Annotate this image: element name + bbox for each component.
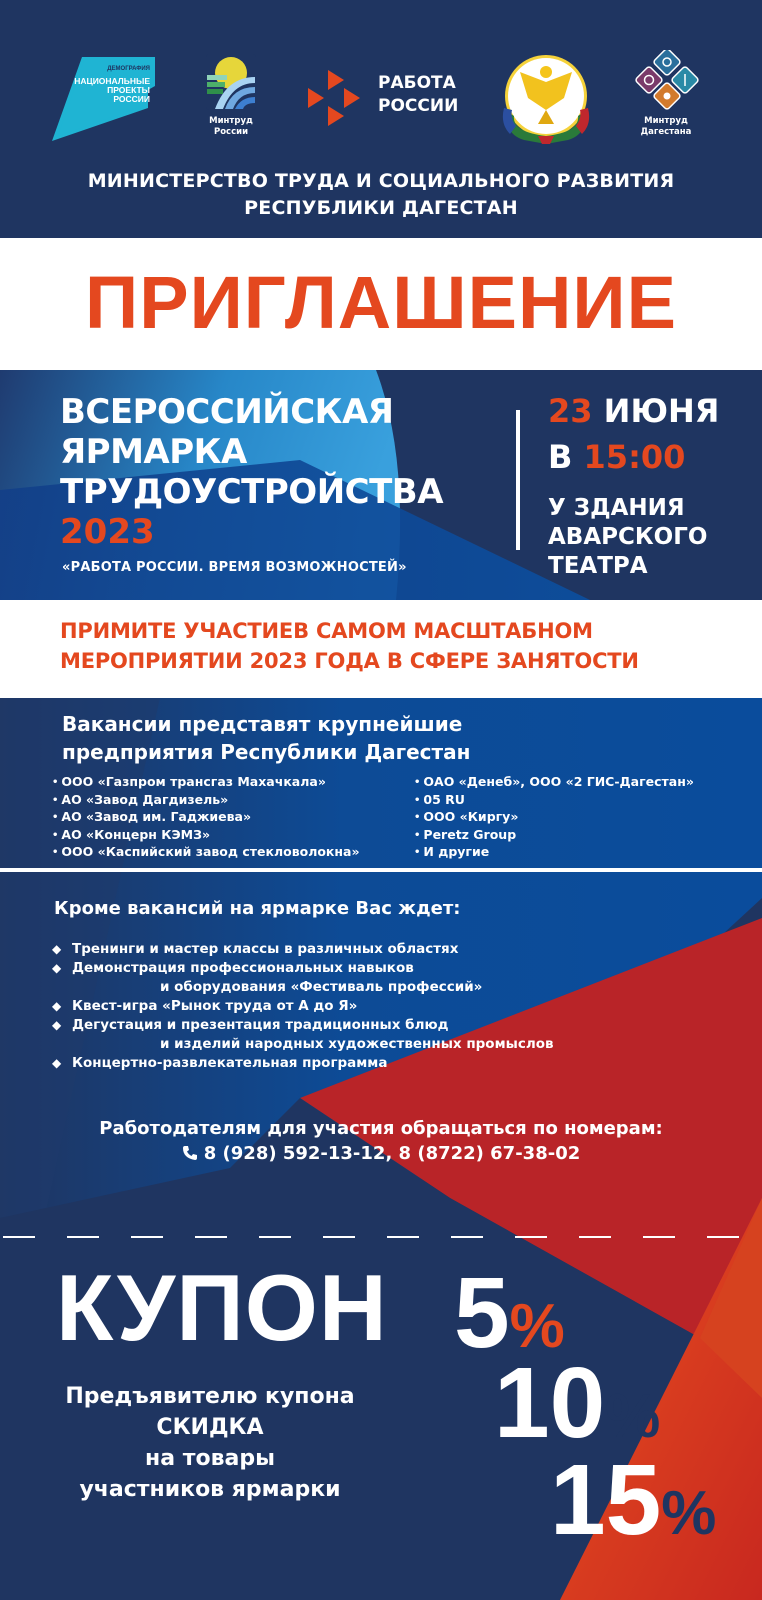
header	[0, 0, 762, 238]
coupon-title: КУПОН	[56, 1255, 388, 1360]
dagestan-emblem	[500, 54, 592, 146]
event-banner	[0, 370, 762, 600]
diamond-bullet-icon: ◆	[52, 1018, 62, 1032]
contacts-heading: Работодателям для участия обращаться по номерам:	[99, 1118, 663, 1139]
coupon-cut-line	[0, 1236, 762, 1238]
invitation-banner	[0, 238, 762, 370]
phone-icon	[182, 1145, 198, 1161]
national-projects-text: ДЕМОГРАФИЯ НАЦИОНАЛЬНЫЕ ПРОЕКТЫ РОССИИ	[74, 66, 150, 104]
list-item: • 05 RU	[414, 792, 694, 810]
list-item: ◆ Демонстрация профессиональных навыков и оборудования «Фестиваль профессий»	[52, 960, 483, 995]
mintrud-dagestan-diamonds-icon	[631, 50, 701, 110]
event-divider	[516, 410, 520, 550]
vacancies-list-right	[414, 774, 694, 862]
event-slogan: «РАБОТА РОССИИ. ВРЕМЯ ВОЗМОЖНОСТЕЙ»	[62, 560, 407, 575]
section-divider	[0, 868, 762, 872]
event-time: В 15:00	[548, 438, 686, 476]
sun-fields-icon	[205, 53, 257, 111]
list-item: • ООО «Каспийский завод стекловолокна»	[52, 844, 360, 862]
mintrud-russia-logo: Минтруд России	[205, 53, 257, 145]
discount-5: 5%	[454, 1257, 565, 1369]
rabota-rossii-logo	[306, 68, 466, 128]
list-item: ◆ Концертно-развлекательная программа	[52, 1055, 388, 1071]
extras-heading: Кроме вакансий на ярмарке Вас ждет:	[54, 898, 461, 919]
coupon-description: Предъявителю купона СКИДКА на товары участников ярмарки	[65, 1384, 355, 1502]
list-item: • ООО «Газпром трансгаз Махачкала»	[52, 774, 360, 792]
vacancies-list-left	[52, 774, 360, 862]
list-item: • ОАО «Денеб», ООО «2 ГИС-Дагестан»	[414, 774, 694, 792]
list-item: • ООО «Киргу»	[414, 809, 694, 827]
contacts-phones: 8 (928) 592-13-12, 8 (8722) 67-38-02	[0, 1143, 762, 1164]
diamond-bullet-icon: ◆	[52, 1056, 62, 1070]
rabota-rossii-arrows-icon	[306, 68, 362, 128]
list-item: ◆ Дегустация и презентация традиционных блюд и изделий народных художественных промыслов	[52, 1017, 554, 1052]
event-place: У ЗДАНИЯ АВАРСКОГО ТЕАТРА	[548, 495, 708, 579]
mintrud-dagestan-logo: Минтруд Дагестана	[628, 50, 704, 146]
call-to-action	[0, 600, 762, 698]
diamond-bullet-icon: ◆	[52, 961, 62, 975]
list-item: ◆ Квест-игра «Рынок труда от А до Я»	[52, 998, 358, 1014]
invitation-title: ПРИГЛАШЕНИЕ	[85, 261, 677, 344]
list-item: • АО «Концерн КЭМЗ»	[52, 827, 360, 845]
list-item: ◆ Тренинги и мастер классы в различных областях	[52, 941, 459, 957]
rabota-rossii-text: РАБОТА РОССИИ	[378, 73, 459, 116]
diamond-bullet-icon: ◆	[52, 942, 62, 956]
lower-section	[0, 698, 762, 1600]
eagle-emblem-icon	[500, 54, 592, 146]
list-item: • АО «Завод им. Гаджиева»	[52, 809, 360, 827]
ministry-title: МИНИСТЕРСТВО ТРУДА И СОЦИАЛЬНОГО РАЗВИТИЯ РЕСПУБЛИКИ ДАГЕСТАН	[87, 170, 675, 219]
national-projects-logo	[52, 56, 158, 142]
diamond-bullet-icon: ◆	[52, 999, 62, 1013]
discount-15: 15%	[550, 1444, 717, 1556]
list-item: • АО «Завод Дагдизель»	[52, 792, 360, 810]
discount-10: 10%	[494, 1347, 661, 1459]
list-item: • И другие	[414, 844, 694, 862]
extras-list	[52, 940, 554, 1073]
event-title: ВСЕРОССИЙСКАЯ ЯРМАРКА ТРУДОУСТРОЙСТВА	[60, 392, 444, 512]
event-year: 2023	[60, 512, 155, 552]
call-text: ПРИМИТЕ УЧАСТИЕВ САМОМ МАСШТАБНОМ МЕРОПРИЯТИИ 2023 ГОДА В СФЕРЕ ЗАНЯТОСТИ	[60, 619, 639, 673]
vacancies-heading: Вакансии представят крупнейшие предприятия Республики Дагестан	[62, 712, 471, 764]
event-date: 23 ИЮНЯ	[548, 392, 720, 430]
list-item: • Peretz Group	[414, 827, 694, 845]
